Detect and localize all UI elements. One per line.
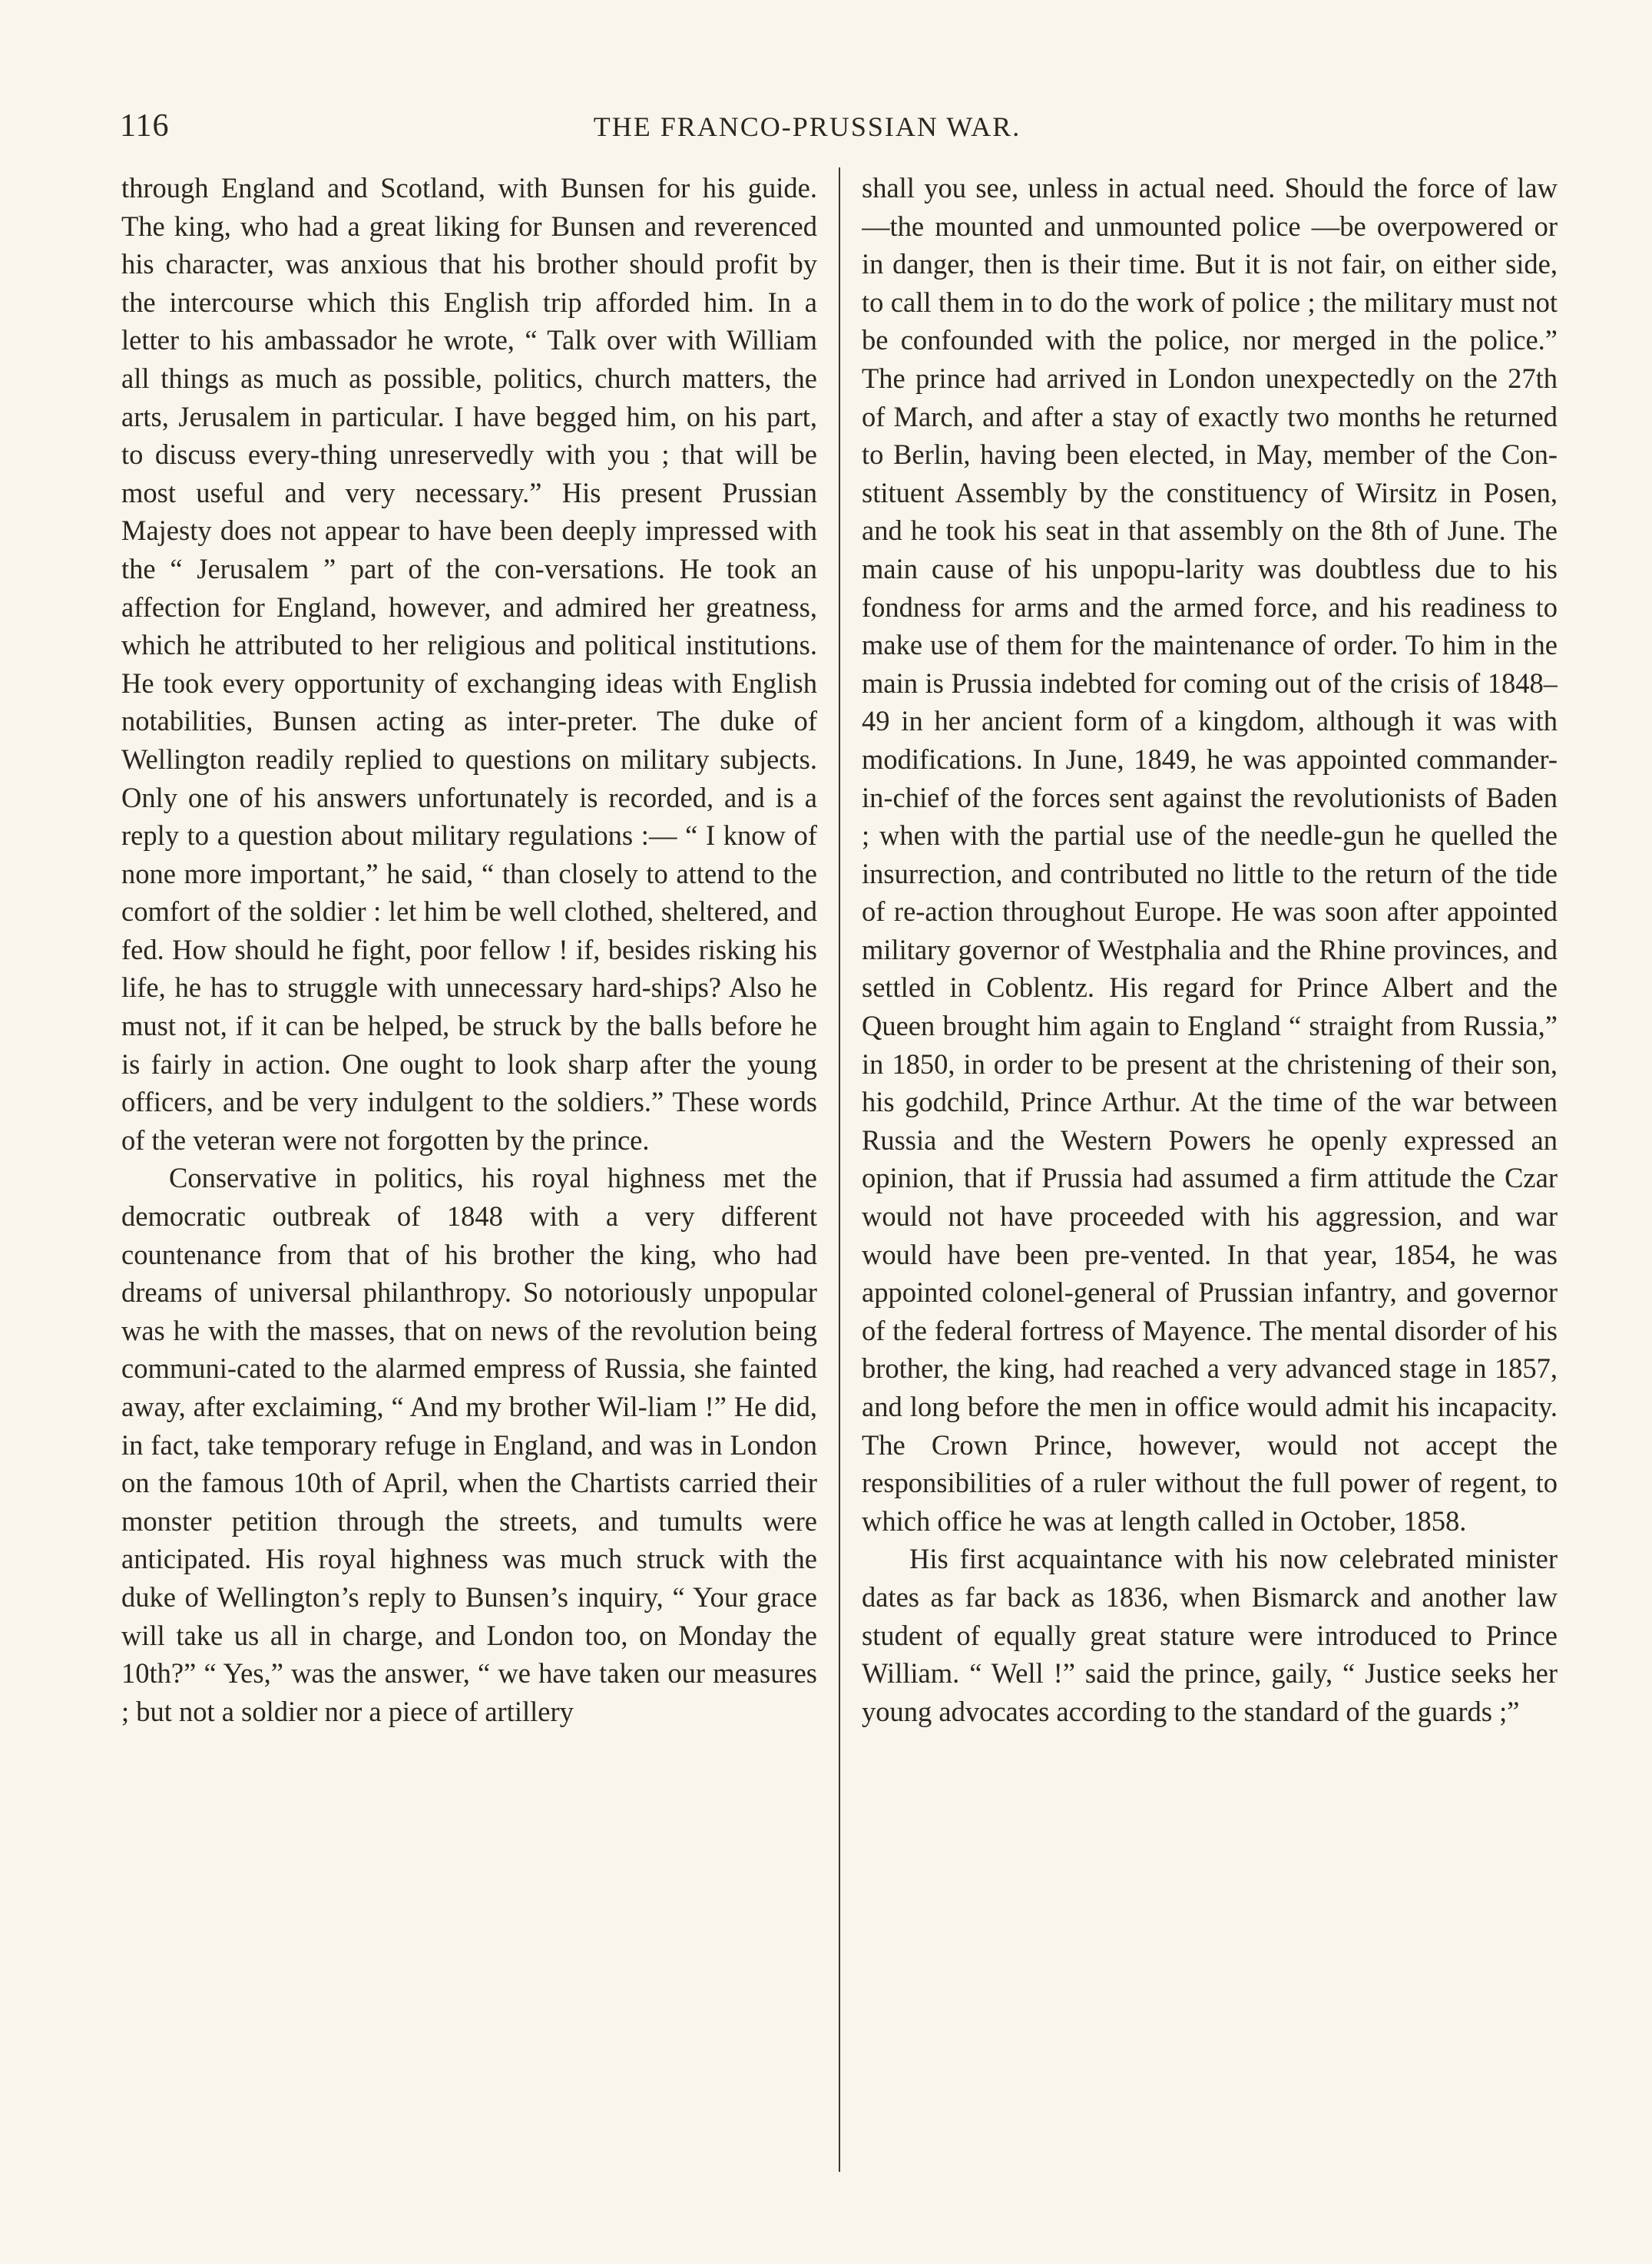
page-number: 116: [120, 108, 170, 144]
running-title: THE FRANCO-PRUSSIAN WAR.: [593, 111, 1021, 142]
column-divider: [839, 167, 840, 2172]
left-column: [121, 169, 817, 2181]
page-header: [120, 108, 1495, 154]
right-paragraph-2: His first acquaintance with his now celebrated minister dates as far back as 1836, when Bismarck and another law student of equally great stature were introduced to Prince William. “ Well !” said the prince, gaily, “ Justice seeks her young advocates according to the standard of the guards ;”: [862, 1543, 1558, 1727]
right-paragraph-1: shall you see, unless in actual need. Should the force of law—the mounted and unmounted police —be overpowered or in danger, then is their time. But it is not fair, on either side, to call them in to do the work of police ; the military must not be confounded with the police, nor merged in the police.” The prince had arrived in London unexpectedly on the 27th of March, and after a stay of exactly two months he returned to Berlin, having been elected, in May, member of the Con-stituent Assembly by the constituency of Wirsitz in Posen, and he took his seat in that assembly on the 8th of June. The main cause of his unpopu-larity was doubtless due to his fondness for arms and the armed force, and his readiness to make use of them for the maintenance of order. To him in the main is Prussia indebted for coming out of the crisis of 1848–49 in her ancient form of a kingdom, although it was with modifications. In June, 1849, he was appointed commander-in-chief of the forces sent against the revolutionists of Baden ; when with the partial use of the needle-gun he quelled the insurrection, and contributed no little to the return of the tide of re-action throughout Europe. He was soon after appointed military governor of Westphalia and the Rhine provinces, and settled in Coblentz. His regard for Prince Albert and the Queen brought him again to England “ straight from Russia,” in 1850, in order to be present at the christening of their son, his godchild, Prince Arthur. At the time of the war between Russia and the Western Powers he openly expressed an opinion, that if Prussia had assumed a firm attitude the Czar would not have proceeded with his aggression, and war would have been pre-vented. In that year, 1854, he was appointed colonel-general of Prussian infantry, and governor of the federal fortress of Mayence. The mental disorder of his brother, the king, had reached a very advanced stage in 1857, and long before the men in office would admit his incapacity. The Crown Prince, however, would not accept the responsibilities of a ruler without the full power of regent, to which office he was at length called in October, 1858.: [862, 172, 1558, 1537]
right-column: [862, 169, 1558, 2181]
left-paragraph-1: through England and Scotland, with Bunsen for his guide. The king, who had a great liking for Bunsen and reverenced his character, was anxious that his brother should profit by the intercourse which this English trip afforded him. In a letter to his ambassador he wrote, “ Talk over with William all things as much as possible, politics, church matters, the arts, Jerusalem in particular. I have begged him, on his part, to discuss every-thing unreservedly with you ; that will be most useful and very necessary.” His present Prussian Majesty does not appear to have been deeply impressed with the “ Jerusalem ” part of the con-versations. He took an affection for England, however, and admired her greatness, which he attributed to her religious and political institutions. He took every opportunity of exchanging ideas with English notabilities, Bunsen acting as inter-preter. The duke of Wellington readily replied to questions on military subjects. Only one of his answers unfortunately is recorded, and is a reply to a question about military regulations :— “ I know of none more important,” he said, “ than closely to attend to the comfort of the soldier : let him be well clothed, sheltered, and fed. How should he fight, poor fellow ! if, besides risking his life, he has to struggle with unnecessary hard-ships? Also he must not, if it can be helped, be struck by the balls before he is fairly in action. One ought to look sharp after the young officers, and be very indulgent to the soldiers.” These words of the veteran were not forgotten by the prince.: [121, 172, 817, 1156]
left-paragraph-2: Conservative in politics, his royal highness met the democratic outbreak of 1848 with a very different countenance from that of his brother the king, who had dreams of universal philanthropy. So notoriously unpopular was he with the masses, that on news of the revolution being communi-cated to the alarmed empress of Russia, she fainted away, after exclaiming, “ And my brother Wil-liam !” He did, in fact, take temporary refuge in England, and was in London on the famous 10th of April, when the Chartists carried their monster petition through the streets, and tumults were anticipated. His royal highness was much struck with the duke of Wellington’s reply to Bunsen’s inquiry, “ Your grace will take us all in charge, and London too, on Monday the 10th?” “ Yes,” was the answer, “ we have taken our measures ; but not a soldier nor a piece of artillery: [121, 1162, 817, 1727]
